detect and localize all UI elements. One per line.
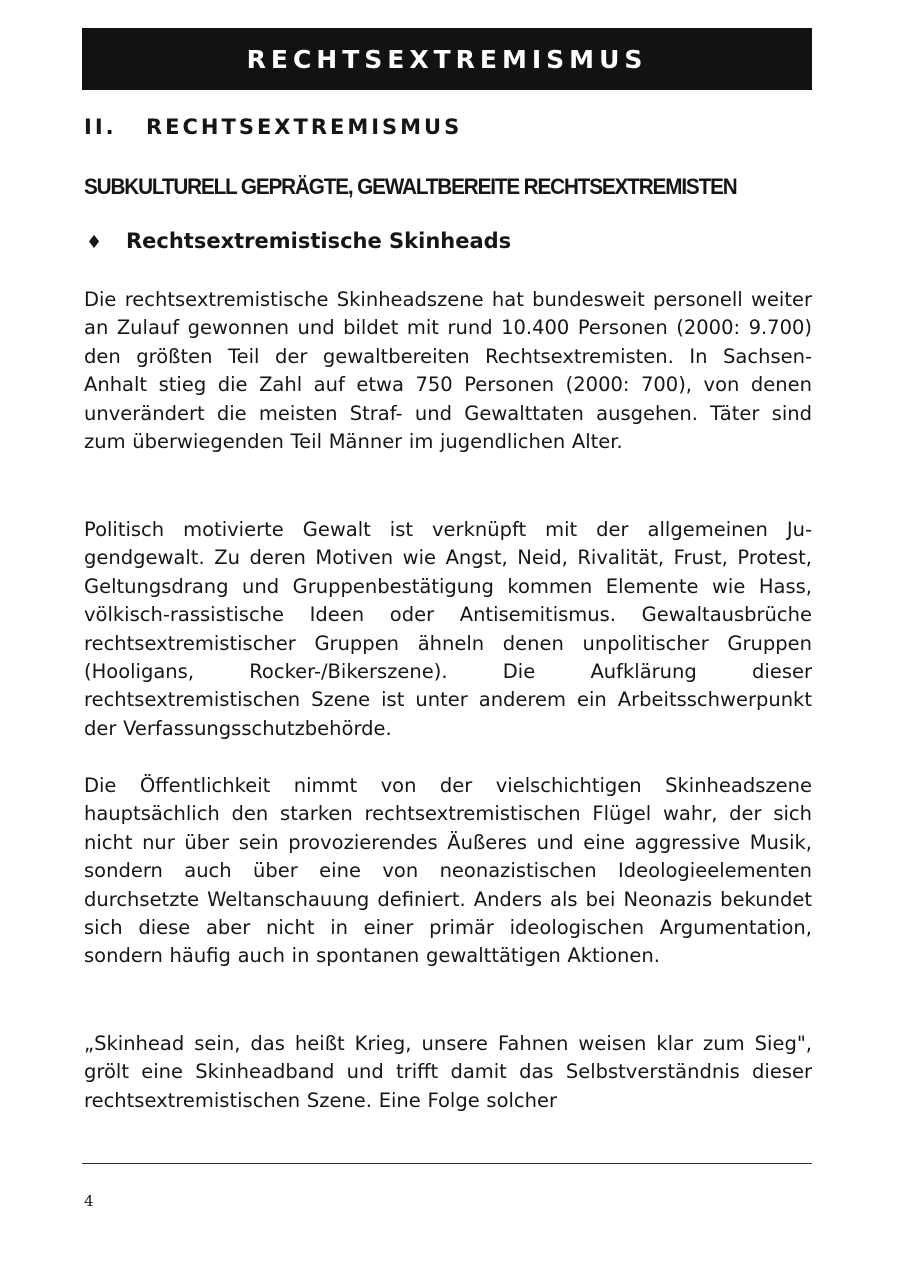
paragraph-1: Die rechtsextremistische Skinheadszene hat bundesweit personell weiter an Zulauf gewonnen und bildet mit rund 10.400 Personen (2000: 9.700) den größten Teil der gewaltbereiten Rechtsextremisten. In Sachsen-Anhalt stieg die Zahl auf etwa 750 Personen (2000: 700), von denen unverändert die meisten Straf- und Gewalttaten ausgehen. Täter sind zum überwiegenden Teil Männer im jugendlichen Alter. [84, 288, 812, 454]
paragraph-2: Politisch motivierte Gewalt ist verknüpft mit der allgemeinen Jugendgewalt. Zu deren Motiven wie Angst, Neid, Rivalität, Frust, Protest, Geltungsdrang und Gruppenbestätigung kommen Elemente wie Hass, völkisch-rassistische Ideen oder Antisemitismus. Gewaltausbrüche rechtsextremistischer Gruppen ähneln denen unpolitischer Gruppen (Hooligans, Rocker-/Bikerszene). Die Aufklärung dieser rechtsextremistischen Szene ist unter anderem ein Arbeitsschwerpunkt der Verfassungsschutzbehörde. [84, 518, 812, 740]
chapter-heading [84, 115, 462, 139]
paragraph-4: „Skinhead sein, das heißt Krieg, unsere Fahnen weisen klar zum Sieg", grölt eine Skinheadband und trifft damit das Selbstverständnis dieser rechtsextremistischen Szene. Eine Folge solcher [84, 1032, 812, 1112]
paragraph-3: Die Öffentlichkeit nimmt von der vielschichtigen Skinheadszene hauptsächlich den starken rechtsextremistischen Flügel wahr, der sich nicht nur über sein provozierendes Äußeres und eine aggressive Musik, sondern auch über eine von neonazistischen Ideologieelementen durchsetzte Weltanschauung definiert. Anders als bei Neonazis bekundet sich diese aber nicht in einer primär ideologischen Argumentation, sondern häufig auch in spontanen gewalttätigen Aktionen. [84, 774, 812, 968]
chapter-title: RECHTSEXTREMISMUS [146, 115, 463, 139]
subsection-title: Rechtsextremistische Skinheads [126, 229, 512, 253]
subsection-heading [86, 229, 511, 253]
page-number: 4 [84, 1192, 94, 1210]
running-header [82, 28, 812, 90]
section-heading: SUBKULTURELL GEPRÄGTE, GEWALTBEREITE RECHTSEXTREMISTEN [84, 174, 737, 199]
running-header-title: RECHTSEXTREMISMUS [246, 44, 648, 74]
chapter-number: II. [84, 115, 117, 139]
footer-divider [82, 1163, 812, 1164]
diamond-bullet-icon: ♦ [86, 232, 103, 253]
